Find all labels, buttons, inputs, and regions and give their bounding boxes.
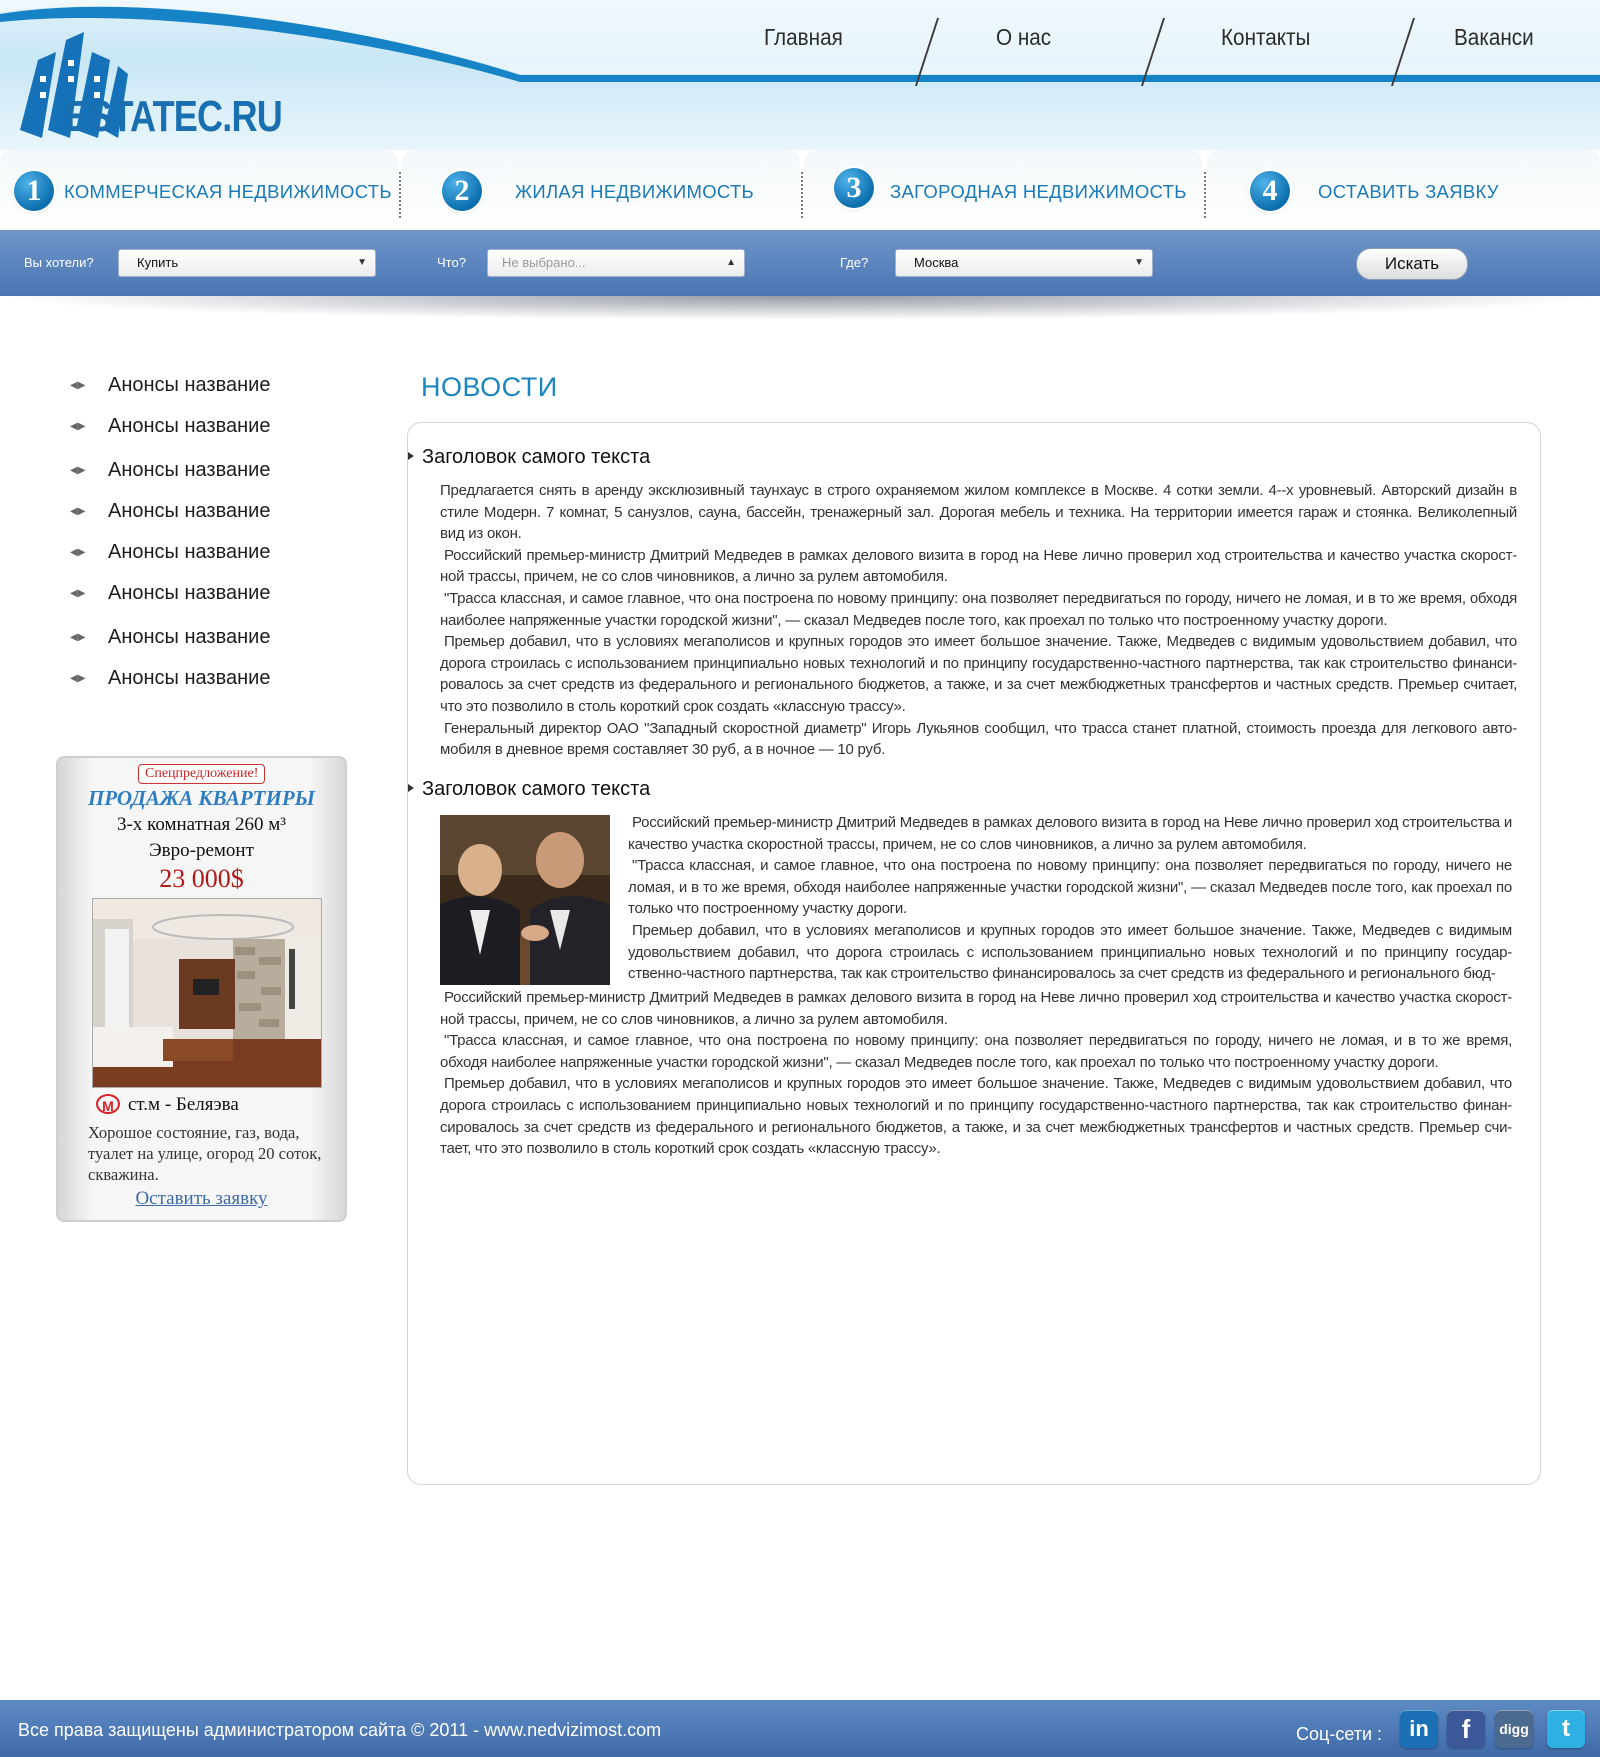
where-label: Где? [840, 255, 869, 270]
logo-text[interactable]: ESTATEC.RU [65, 92, 282, 141]
twitter-icon[interactable]: t [1547, 1710, 1585, 1748]
tab-residential-label: ЖИЛАЯ НЕДВИЖИМОСТЬ [515, 181, 754, 202]
article-heading-text: Заголовок самого текста [422, 778, 651, 800]
article-heading[interactable] [422, 778, 650, 801]
double-arrow-icon: ◀▶ [70, 380, 86, 392]
tab-residential[interactable] [402, 150, 800, 230]
tab-country-label: ЗАГОРОДНАЯ НЕДВИЖИМОСТЬ [890, 181, 1187, 202]
tab-commercial[interactable] [0, 150, 398, 230]
double-arrow-icon: ◀▶ [70, 632, 86, 644]
nav-vacancies[interactable]: Ваканси [1454, 24, 1534, 50]
chevron-up-icon: ▲ [726, 257, 736, 268]
sidebar-item-label: Анонсы название [108, 582, 271, 604]
tab-commercial-label: КОММЕРЧЕСКАЯ НЕДВИЖИМОСТЬ [64, 181, 392, 202]
promo-rooms: 3-х комнатная 260 м³ [117, 814, 286, 835]
where-select-value: Москва [914, 255, 959, 270]
digg-icon[interactable]: digg [1495, 1710, 1533, 1748]
sidebar-item-announce[interactable] [70, 374, 270, 404]
promo-title: ПРОДАЖА КВАРТИРЫ [87, 786, 316, 810]
article-side-body [628, 812, 1512, 985]
tab-divider [801, 172, 803, 218]
article-paragraph: Российский премьер-министр Дмитрий Медведев в рамках делового визита в город на Неве лично проверил ход строительства и качество участка скорост-ной трассы, причем, не со слов чиновников, а лично за рулем автомобиля. [440, 546, 1517, 586]
chevron-down-icon: ▼ [357, 257, 367, 268]
article-paragraph: Генеральный директор ОАО "Западный скоростной диаметр" Игорь Лукьянов сообщил, что трасса станет платной, стоимость проезда для легкового авто-мобиля в дневное время составляет 30 руб, а в ночное — 10 руб. [440, 719, 1517, 759]
search-bar [0, 230, 1600, 296]
sidebar-item-label: Анонсы название [108, 667, 271, 689]
sidebar-item-label: Анонсы название [108, 374, 271, 396]
top-navigation [690, 18, 1600, 63]
site-footer [0, 1700, 1600, 1757]
article-body [440, 480, 1517, 761]
article-paragraph: Премьер добавил, что в условиях мегаполисов и крупных городов это имеет большое значение. Также, Медведев с видимым удовольствием добавил, что дорога строилась с использованием принципиально новых технологий и по принципу государ-ственно-частного партнерства, так как строительство финансировалось за счет средств из федерального и регионального бюд- [628, 921, 1512, 983]
double-arrow-icon: ◀▶ [70, 421, 86, 433]
sidebar-item-announce[interactable] [70, 415, 270, 445]
metro-icon: М [96, 1094, 120, 1114]
tab-request-label: ОСТАВИТЬ ЗАЯВКУ [1318, 181, 1499, 202]
double-arrow-icon: ◀▶ [70, 547, 86, 559]
footer-copyright: Все права защищены администратором сайта © 2011 - www.nedvizimost.com [18, 1720, 662, 1740]
sidebar-item-announce[interactable] [70, 582, 270, 612]
article-photo[interactable] [440, 815, 610, 985]
want-label: Вы хотели? [24, 255, 94, 270]
tab-country[interactable] [804, 150, 1202, 230]
chevron-down-icon: ▼ [1134, 257, 1144, 268]
sidebar-item-announce[interactable] [70, 500, 270, 530]
promo-description: Хорошое состояние, газ, вода, туалет на улице, огород 20 соток, скважина. [88, 1123, 322, 1184]
sidebar-item-announce[interactable] [70, 459, 270, 489]
article-heading[interactable] [422, 446, 650, 469]
double-arrow-icon: ◀▶ [70, 465, 86, 477]
sidebar-item-label: Анонсы название [108, 500, 271, 522]
article-body [440, 987, 1512, 1160]
want-select[interactable] [118, 249, 376, 277]
article-paragraph: Премьер добавил, что в условиях мегаполисов и крупных городов это имеет большое значение. Также, Медведев с видимым удовольствием добавил, что дорога строилась с использованием принципиально новых технологий и по принципу государственно-частного партнерства, так как строительство финанси-ровалось за счет средств из федерального и регионального бюджетов, а также, и за счет межбюджетных трансфертов и частных средств. Премьер считает, что это позволило в столь короткий срок создать «классную трассу». [440, 633, 1517, 715]
number-badge: 3 [834, 168, 874, 208]
search-bar-shadow [0, 296, 1600, 356]
sidebar-item-label: Анонсы название [108, 459, 271, 481]
promo-price: 23 000$ [159, 864, 244, 893]
promo-metro-station: ст.м - Беляэва [128, 1094, 239, 1115]
article-paragraph: "Трасса классная, и самое главное, что она построена по новому принципу: она позволяет передвигаться по городу, ничего не ломая, и в то же время, обходя наиболее напряженные участки городской жизни", — сказал Медведев после того, как проехал по только что построенному участку дороги. [628, 857, 1512, 918]
article-paragraph: "Трасса классная, и самое главное, что она построена по новому принципу: она позволяет передвигаться по городу, ничего не ломая, и в то же время, обходя наиболее напряженные участки городской жизни", — сказал Медведев после того, как проехал по только что построенному участку дороги. [440, 1032, 1512, 1071]
article-paragraph: Российский премьер-министр Дмитрий Медведев в рамках делового визита в город на Неве лично проверил ход строительства и качество участка скорост-ной трассы, причем, не со слов чиновников, а лично за рулем автомобиля. [440, 989, 1512, 1028]
article-paragraph: Премьер добавил, что в условиях мегаполисов и крупных городов это имеет большое значение. Также, Медведев с видимым удовольствием добавил, что дорога строилась с использованием принципиально новых технологий и по принципу государственно-частного партнерства, так как строительство финан-сировалось за счет средств из федерального и регионального бюджетов, а также, и за счет межбюджетных трансфертов и частных средств. Премьер счи-тает, что это позволило в столь короткий срок создать «классную трассу». [440, 1075, 1512, 1158]
article-paragraph: Российский премьер-министр Дмитрий Медведев в рамках делового визита в город на Неве лично проверил ход строительства и качество участка скоростной трассы, причем, не со слов чиновников, а лично за рулем автомобиля. [628, 814, 1512, 853]
where-select[interactable] [895, 249, 1153, 277]
search-button[interactable]: Искать [1356, 248, 1468, 280]
sidebar-item-label: Анонсы название [108, 415, 271, 437]
double-arrow-icon: ◀▶ [70, 673, 86, 685]
nav-about[interactable]: О нас [996, 24, 1052, 50]
tab-request[interactable] [1207, 150, 1600, 230]
triangle-bullet-icon [408, 452, 414, 460]
special-offer-badge: Спецпредложение! [138, 764, 265, 784]
number-badge: 4 [1250, 171, 1290, 211]
article-heading-text: Заголовок самого текста [422, 446, 651, 468]
number-badge: 1 [14, 171, 54, 211]
what-select-placeholder: Не выбрано... [502, 255, 586, 270]
facebook-icon[interactable]: f [1447, 1710, 1485, 1748]
sidebar-item-announce[interactable] [70, 541, 270, 571]
leave-request-link[interactable]: Оставить заявку [135, 1188, 268, 1209]
special-offer-box [56, 756, 347, 1222]
sidebar-item-label: Анонсы название [108, 626, 271, 648]
triangle-bullet-icon [408, 784, 414, 792]
double-arrow-icon: ◀▶ [70, 506, 86, 518]
page-title: НОВОСТИ [421, 372, 558, 402]
what-label: Что? [437, 255, 466, 270]
tab-divider [1204, 172, 1206, 218]
article-paragraph: "Трасса классная, и самое главное, что она построена по новому принципу: она позволяет передвигаться по городу, ничего не ломая, и в то же время, обходя наиболее напряженные участки городской жизни", — сказал Медведев после того, как проехал по только что построенному участку дороги. [440, 589, 1517, 629]
tab-divider [399, 172, 401, 218]
linkedin-icon[interactable]: in [1400, 1710, 1438, 1748]
double-arrow-icon: ◀▶ [70, 588, 86, 600]
promo-repair: Эвро-ремонт [149, 840, 254, 861]
sidebar-item-announce[interactable] [70, 667, 270, 697]
apartment-photo[interactable] [92, 898, 322, 1088]
footer-social-label: Соц-сети : [1296, 1724, 1383, 1744]
sidebar-item-announce[interactable] [70, 626, 270, 656]
nav-home[interactable]: Главная [764, 24, 843, 50]
nav-contacts[interactable]: Контакты [1221, 24, 1311, 50]
want-select-value: Купить [137, 255, 179, 270]
number-badge: 2 [442, 171, 482, 211]
site-header [0, 0, 1600, 150]
what-select[interactable] [487, 249, 745, 277]
article-paragraph: Предлагается снять в аренду эксклюзивный таунхаус в строго охраняемом жилом комплексе в Москве. 4 сотки земли. 4--х уровневый. Авторский дизайн в стиле Модерн. 7 комнат, 5 санузлов, сауна, бассейн, тренажерный зал. Дорогая мебель и техника. На территории имеется гараж и стоянка. Великолепный вид из окон. [440, 482, 1517, 543]
sidebar-item-label: Анонсы название [108, 541, 271, 563]
category-bar [0, 150, 1600, 230]
